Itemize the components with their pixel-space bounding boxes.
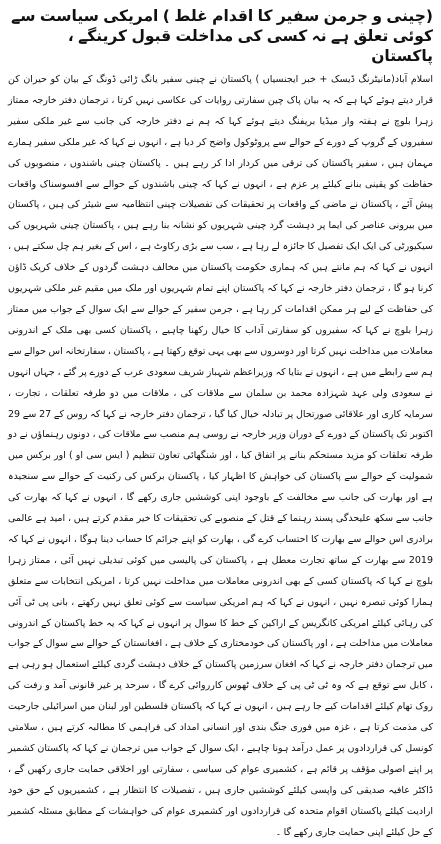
article-body-text: اسلام آباد(مانیٹرنگ ڈیسک + خبر ایجنسیاں ) پاکستان نے چینی سفیر یانگ ڑائی ڈونگ کے بیان کو حیران کن قرار دیتے ہوئے کہا ہے کہ یہ بیان پاک چین سفارتی روایات کی عکاسی نہیں کرتا ، ترجمان دفتر خارجہ ممتاز زہرا بلوچ نے ہفتہ وار میڈیا بریفنگ دیتے ہوئے کہا کہ ہم نے دفتر خارجہ کی جانب سے غیر ملکی سفیر سفیروں کے گروپ کے دورے کے حوالے سے پروٹوکول واضح کر دیا ہے ، انہوں نے کہا کہ غیر ملکی سفیر ہمارے مہمان ہیں ، سفیر پاکستان کی ترقی میں کردار ادا کر رہے ہیں ۔ پاکستان چینی باشندوں ، منصوبوں کی حفاظت کو یقینی بنانے کیلئے پر عزم ہے ، انہوں نے کہا کہ چینی باشندوں کے حوالے سے افسوسناک واقعات پیش آئے ، پاکستان نے ماضی کے واقعات پر تحقیقات کی تفصیلات چینی انتظامیہ سے شیئر کی ہیں ، پاکستان میں بیرونی عناصر کی ایما پر دہشت گرد چینی شہریوں کو نشانہ بنا رہے ہیں ، پاکستان چینی شہریوں کی سیکیورٹی کی ایک ایک تفصیل کا جائزہ لے رہا ہے ، سب سے بڑی رکاوٹ ہے ، اس کے بغیر ہم چل سکتے ہیں ، انہوں نے کہا کہ ہم مانتے ہیں کہ ہماری حکومت پاکستان میں مخالف دہشت گردوں کے خلاف کریک ڈاؤن کرنا ہو گا ، ترجمان دفتر خارجہ نے کہا کہ پاکستان اپنے تمام شہریوں اور ملک میں مقیم غیر ملکی شہریوں کی حفاظت کے لیے ہر ممکن اقدامات کر رہا ہے ، جرمن سفیر کے حوالے سے ایک سوال کے جواب میں ممتاز زہرا بلوچ نے کہا کہ سفیروں کو سفارتی آداب کا خیال رکھنا چاہیے ، پاکستان کسی بھی ملک کے اندرونی معاملات میں مداخلت نہیں کرتا اور دوسروں سے بھی یہی توقع رکھتا ہے ، پاکستان ، سفارتخانہ اس حوالے سے ہم سے رابطے میں ہے ، انہوں نے بتایا کہ وزیراعظم شہباز شریف سعودی عرب کے دورے پر گئے ، جہاں انہوں نے سعودی ولی عہد شہزادہ محمد بن سلمان سے ملاقات کی ، ملاقات میں دو طرفہ تعلقات ، تجارت ، سرمایہ کاری اور علاقائی صورتحال پر تبادلہ خیال کیا گیا ، ترجمان دفتر خارجہ نے کہا کہ روس کے 27 سے 29 اکتوبر تک پاکستان کے دورے کے دوران وزیر خارجہ نے روسی ہم منصب سے ملاقات کی ، دونوں رہنماؤں نے دو طرفہ تعلقات کو مزید مستحکم بنانے پر اتفاق کیا ، اور شنگھائی تعاون تنظیم ( ایس سی او ) اور برکس میں شمولیت کے حوالے سے پاکستان کی خواہش کا اظہار کیا ، پاکستان برکس کی رکنیت کے حوالے سے سنجیدہ ہے اور بھارت کی جانب سے مخالفت کے باوجود اپنی کوششیں جاری رکھے گا ، انہوں نے کہا کہ بھارت کی جانب سے سکھ علیحدگی پسند رہنما کے قتل کے منصوبے کی تحقیقات کا خیر مقدم کرتے ہیں ، امید ہے عالمی برادری اس حوالے سے بھارت کا احتساب کرے گی ، بھارت کو اپنے جرائم کا حساب دینا ہوگا ، انہوں نے کہا کہ 2019 سے بھارت کے ساتھ تجارت معطل ہے ، پاکستان کی پالیسی میں کوئی تبدیلی نہیں آئی ، ممتاز زہرا بلوچ نے کہا کہ پاکستان کسی کے بھی اندرونی معاملات میں مداخلت نہیں کرتا ، امریکی انتخابات سے متعلق ہمارا کوئی تبصرہ نہیں ، انہوں نے کہا کہ ہم امریکی سیاست سے کوئی تعلق نہیں رکھتے ، بانی پی ٹی آئی کی رہائی کیلئے امریکی کانگریس کے اراکین کے خط کا سوال پر انہوں نے کہا کہ یہ خط پاکستان کے اندرونی معاملات میں مداخلت ہے ، اور پاکستان کی خودمختاری کے خلاف ہے ، افغانستان کے حوالے سے سوال کے جواب میں ترجمان دفتر خارجہ نے کہا کہ افغان سرزمین پاکستان کے خلاف دہشت گردی کیلئے استعمال ہو رہی ہے ، کابل سے توقع ہے کہ وہ ٹی ٹی پی کے خلاف ٹھوس کارروائی کرے گا ، سرحد پر غیر قانونی آمد و رفت کی روک تھام کیلئے اقدامات کیے جا رہے ہیں ، انہوں نے کہا کہ پاکستان فلسطین اور لبنان میں اسرائیلی جارحیت کی مذمت کرتا ہے ، غزہ میں فوری جنگ بندی اور انسانی امداد کی فراہمی کا مطالبہ کرتے ہیں ، سلامتی کونسل کی قراردادوں پر عمل درآمد ہونا چاہیے ، ایک سوال کے جواب میں ترجمان نے کہا کہ پاکستان کشمیر پر اپنے اصولی مؤقف پر قائم ہے ، کشمیری عوام کی سیاسی ، سفارتی اور اخلاقی حمایت جاری رکھیں گے ، ڈاکٹر عافیہ صدیقی کی واپسی کیلئے کوششیں جاری ہیں ، تفصیلات کا انتظار ہے ، کشمیریوں کے حق خود ارادیت کیلئے پاکستان اقوام متحدہ کی قراردادوں اور کشمیری عوام کی خواہشات کے مطابق مسئلہ کشمیر کے حل کیلئے اپنی حمایت جاری رکھے گا ۔ — [8, 74, 433, 838]
article-body — [8, 70, 433, 844]
article-headline: (چینی و جرمن سفیر کا اقدام غلط ) امریکی سیاست سے کوئی تعلق ہے نہ کسی کی مداخلت قبول کرینگے ، پاکستان — [11, 7, 433, 65]
